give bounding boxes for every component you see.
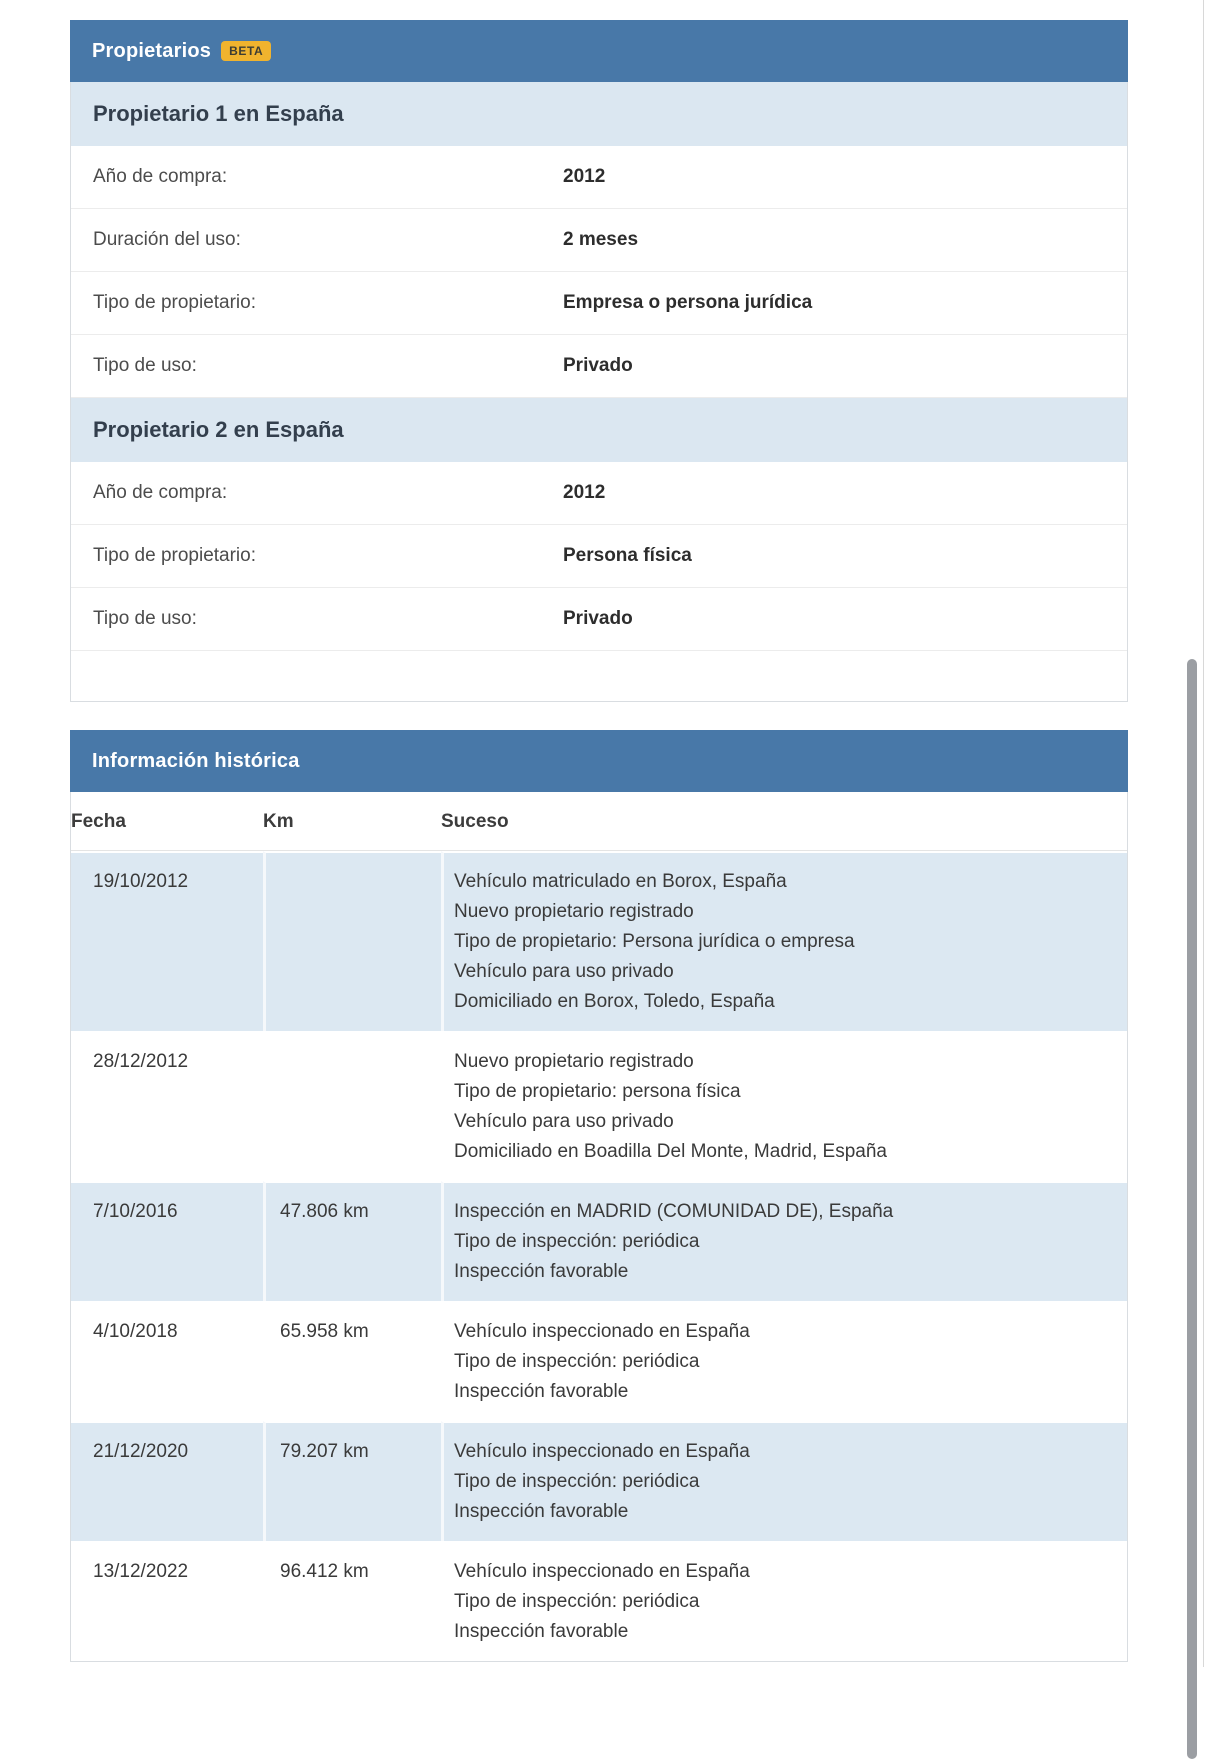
owners-card-header (70, 20, 1128, 82)
owner-row (71, 146, 1127, 209)
owner-row-value: Persona física (563, 545, 692, 566)
history-card (70, 730, 1128, 1662)
history-row-suceso (441, 1181, 1127, 1301)
suceso-line: Nuevo propietario registrado (454, 901, 694, 922)
history-card-header (70, 730, 1128, 792)
history-row-fecha: 13/12/2022 (71, 1541, 263, 1661)
owner-section (71, 398, 1127, 651)
owner-row-label: Tipo de propietario: (93, 545, 257, 566)
owner-row-label: Tipo de propietario: (93, 292, 257, 313)
owner-row-label: Año de compra: (93, 166, 228, 187)
owner-row-value: Privado (563, 355, 633, 376)
owner-section (71, 82, 1127, 398)
suceso-line: Vehículo para uso privado (454, 1111, 674, 1132)
suceso-line: Domiciliado en Borox, Toledo, España (454, 991, 775, 1012)
suceso-line: Tipo de inspección: periódica (454, 1471, 700, 1492)
owner-row (71, 209, 1127, 272)
suceso-line: Tipo de inspección: periódica (454, 1351, 700, 1372)
history-row (71, 1181, 1127, 1301)
history-header-row (71, 792, 1127, 851)
history-row-km: 96.412 km (263, 1541, 441, 1661)
owner-row (71, 462, 1127, 525)
scrollbar-track (1203, 0, 1204, 1667)
owner-section-heading: Propietario 1 en España (71, 82, 1127, 146)
suceso-line: Vehículo inspeccionado en España (454, 1561, 750, 1582)
report-page (70, 20, 1128, 1662)
beta-badge: BETA (221, 41, 271, 61)
suceso-line: Tipo de inspección: periódica (454, 1231, 700, 1252)
suceso-line: Vehículo para uso privado (454, 961, 674, 982)
history-row (71, 851, 1127, 1031)
owner-row (71, 272, 1127, 335)
suceso-line: Vehículo inspeccionado en España (454, 1441, 750, 1462)
history-row-fecha: 19/10/2012 (71, 851, 263, 1031)
history-row (71, 1541, 1127, 1661)
scrollbar-thumb[interactable] (1187, 659, 1197, 1759)
history-row-fecha: 28/12/2012 (71, 1031, 263, 1181)
suceso-line: Domiciliado en Boadilla Del Monte, Madrid, España (454, 1141, 888, 1162)
history-row-fecha: 7/10/2016 (71, 1181, 263, 1301)
owner-row-value: Privado (563, 608, 633, 629)
suceso-line: Tipo de propietario: persona física (454, 1081, 741, 1102)
history-row-suceso (441, 851, 1127, 1031)
owner-row-value: 2012 (563, 482, 606, 503)
history-table-head (71, 792, 1127, 851)
owner-row-value: 2012 (563, 166, 606, 187)
owners-card (70, 20, 1128, 702)
owners-card-title: Propietarios (92, 39, 212, 62)
history-table-body (71, 851, 1127, 1661)
owner-row (71, 525, 1127, 588)
owner-row-label: Duración del uso: (93, 229, 241, 250)
history-row-km (263, 851, 441, 1031)
suceso-line: Tipo de propietario: Persona jurídica o empresa (454, 931, 855, 952)
history-row (71, 1031, 1127, 1181)
history-row-km: 47.806 km (263, 1181, 441, 1301)
owner-row-value: 2 meses (563, 229, 639, 250)
suceso-line: Inspección favorable (454, 1501, 629, 1522)
history-row-suceso (441, 1541, 1127, 1661)
history-row (71, 1421, 1127, 1541)
column-header-km: Km (263, 792, 441, 851)
suceso-line: Inspección favorable (454, 1261, 629, 1282)
owner-row (71, 588, 1127, 651)
history-row-fecha: 4/10/2018 (71, 1301, 263, 1421)
owner-row-value: Empresa o persona jurídica (563, 292, 813, 313)
history-row-suceso (441, 1301, 1127, 1421)
suceso-line: Nuevo propietario registrado (454, 1051, 694, 1072)
owner-row-label: Tipo de uso: (93, 608, 197, 629)
history-row-km: 65.958 km (263, 1301, 441, 1421)
owners-card-body (71, 82, 1127, 651)
owner-row-label: Año de compra: (93, 482, 228, 503)
history-table (71, 792, 1127, 1661)
history-card-title: Información histórica (92, 749, 300, 772)
suceso-line: Tipo de inspección: periódica (454, 1591, 700, 1612)
owner-row-label: Tipo de uso: (93, 355, 197, 376)
suceso-line: Inspección en MADRID (COMUNIDAD DE), España (454, 1201, 894, 1222)
suceso-line: Inspección favorable (454, 1381, 629, 1402)
owner-section-heading: Propietario 2 en España (71, 398, 1127, 462)
suceso-line: Inspección favorable (454, 1621, 629, 1642)
history-row-fecha: 21/12/2020 (71, 1421, 263, 1541)
history-row-suceso (441, 1421, 1127, 1541)
suceso-line: Vehículo inspeccionado en España (454, 1321, 750, 1342)
suceso-line: Vehículo matriculado en Borox, España (454, 871, 787, 892)
column-header-fecha: Fecha (71, 792, 263, 851)
history-row (71, 1301, 1127, 1421)
owner-row (71, 335, 1127, 398)
owners-card-footer (71, 651, 1127, 701)
history-row-km (263, 1031, 441, 1181)
history-row-km: 79.207 km (263, 1421, 441, 1541)
history-row-suceso (441, 1031, 1127, 1181)
column-header-suceso: Suceso (441, 792, 1127, 851)
